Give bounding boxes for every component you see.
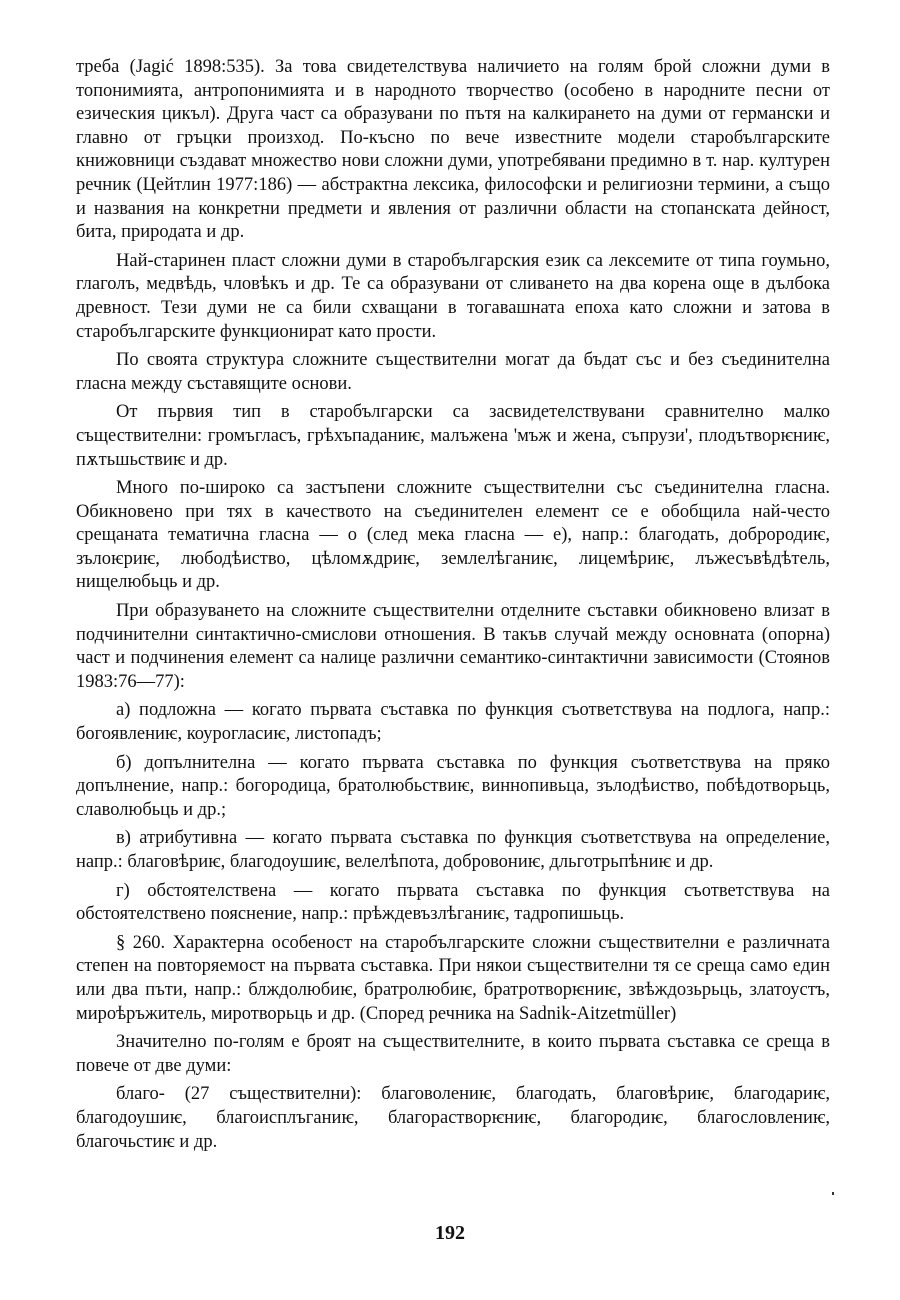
paragraph: От първия тип в старобългарски са засвидетелствувани сравнително малко съществителни: громъгласъ, грѣхъпаданиѥ, малъжена 'мъж и жена, съпрузи', плодътворѥниѥ, пѫтьшьствиѥ и др.	[76, 402, 830, 470]
paragraph: благо- (27 съществителни): благоволениѥ, благодать, благовѣриѥ, благодариѥ, благодоушиѥ, благоисплъганиѥ, благорастворѥниѥ, благородиѥ, благословлениѥ, благочьстиѥ и др.	[76, 1084, 830, 1152]
paragraph: Много по-широко са застъпени сложните съществителни със съединителна гласна. Обикновено при тях в качеството на съединителен елемент се е обобщила най-често срещаната тематична гласна — о (след мека гласна — е), напр.: благодать, доброродиѥ, зълоѥриѥ, любодѣиство, цѣломѫдриѥ, землелѣганиѥ, лицемѣриѥ, лъжесъвѣдѣтель, нищелюбьць и др.	[76, 478, 830, 593]
list-item: а) подложна — когато първата съставка по функция съответствува на подлога, напр.: богоявлениѥ, коурогласиѥ, листопадъ;	[76, 700, 830, 745]
section-paragraph: § 260. Характерна особеност на старобългарските сложни съществителни е различната степен на повторяемост на първата съставка. При някои съществителни тя се среща само един или два пъти, напр.: блждолюбиѥ, братролюбиѥ, братротворѥниѥ, звѣждозьрьць, златоустъ, мироѣръжитель, миротворьць и др. (Според речника на Sadnik-Aitzetmüller)	[76, 932, 830, 1024]
list-item: г) обстоятелствена — когато първата съставка по функция съответствува на обстоятелствено пояснение, напр.: прѣждевъзлѣганиѥ, тадропишьць.	[76, 880, 830, 925]
page-number: 192	[435, 1222, 465, 1244]
paragraph: По своята структура сложните съществителни могат да бъдат със и без съединителна гласна между съставящите основи.	[76, 350, 830, 394]
stray-mark	[832, 1192, 834, 1195]
paragraph: треба (Jagić 1898:535). За това свидетелствува наличието на голям брой сложни думи в топонимията, антропонимията и в народното творчество (особено в народните песни от езическия цикъл). Друга част са образувани по пътя на калкирането на думи от германски и главно от гръцки произход. По-късно по вече известните модели старобългарските книжовници създават множество нови сложни думи, употребявани предимно в т. нар. културен речник (Цейтлин 1977:186) — абстрактна лексика, философски и религиозни термини, а също и названия на конкретни предмети и явления от различни области на стопанската дейност, бита, природата и др.	[76, 57, 830, 243]
list-item: б) допълнителна — когато първата съставка по функция съответствува на пряко допълнение, напр.: богородица, братолюбьствиѥ, виннопивьца, зълодѣиство, побѣдотворьць, славолюбьць и др.;	[76, 752, 830, 820]
paragraph: При образуването на сложните съществителни отделните съставки обикновено влизат в подчинителни синтактично-смислови отношения. В такъв случай между основната (опорна) част и подчинения елемент са налице различни семантико-синтактични зависимости (Стоянов 1983:76—77):	[76, 601, 830, 692]
list-item: в) атрибутивна — когато първата съставка по функция съответствува на определение, напр.: благовѣриѥ, благодоушиѥ, велелѣпота, добровониѥ, дльготрьпѣниѥ и др.	[76, 828, 830, 872]
paragraph: Значително по-голям е броят на съществителните, в които първата съставка се среща в повече от две думи:	[76, 1032, 830, 1076]
paragraph: Най-старинен пласт сложни думи в старобългарския език са лексемите от типа гоумьно, глаголъ, медвѣдь, чловѣкъ и др. Те са образувани от сливането на два корена още в дълбока древност. Тези думи не са били схващани в тогавашната епоха като сложни и затова в старобългарските функционират като прости.	[76, 250, 830, 342]
